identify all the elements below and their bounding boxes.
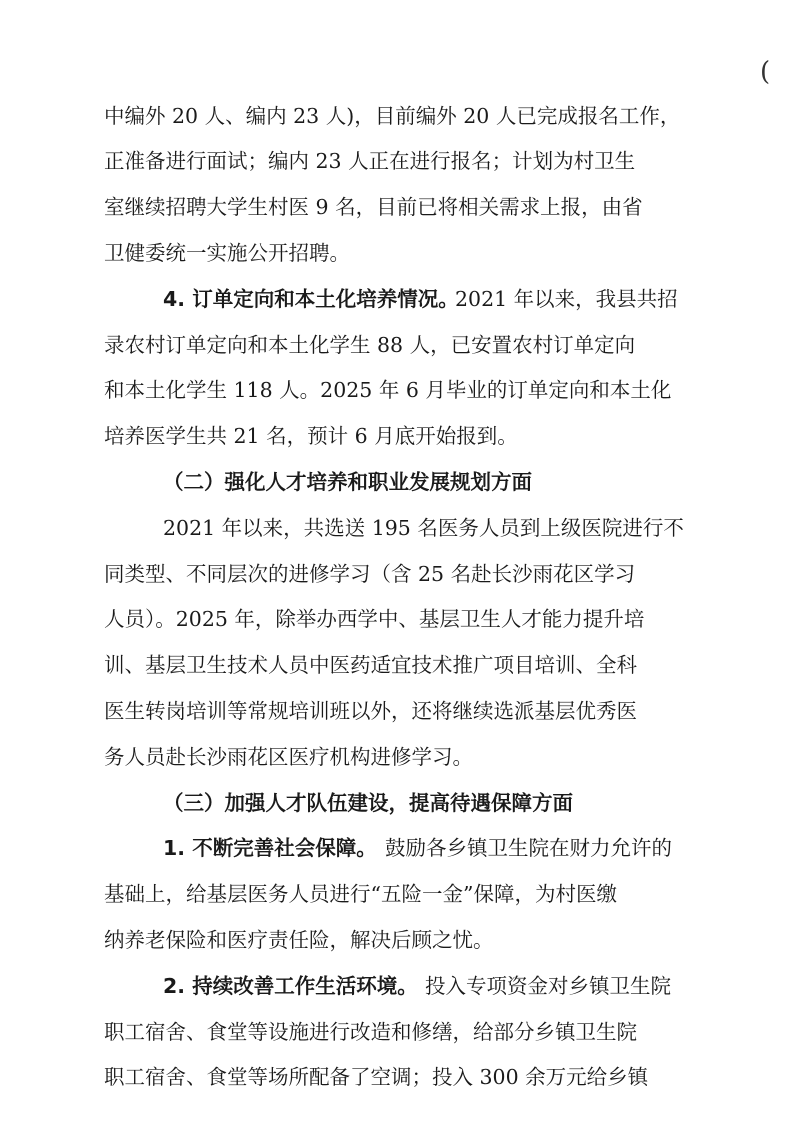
line-text: 医生转岗培训等常规培训班以外，还将继续选派基层优秀医 bbox=[104, 699, 637, 723]
line-text: 职工宿舍、食堂等场所配备了空调；投入 300 余万元给乡镇 bbox=[104, 1065, 649, 1089]
section-heading bbox=[0, 459, 793, 505]
text-line bbox=[0, 871, 793, 917]
text-line bbox=[0, 825, 793, 871]
text-line bbox=[0, 230, 793, 276]
line-text: 纳养老保险和医疗责任险，解决后顾之忧。 bbox=[104, 928, 494, 952]
line-text: 基础上，给基层医务人员进行“五险一金”保障，为村医缴 bbox=[104, 882, 617, 906]
text-line bbox=[0, 963, 793, 1009]
item-heading: 1. 不断完善社会保障。 bbox=[163, 836, 377, 860]
text-line bbox=[0, 505, 793, 551]
text-line bbox=[0, 184, 793, 230]
text-line bbox=[0, 93, 793, 139]
text-line bbox=[0, 138, 793, 184]
line-text: 卫健委统一实施公开招聘。 bbox=[104, 241, 350, 265]
line-text: 录农村订单定向和本土化学生 88 人，已安置农村订单定向 bbox=[104, 333, 636, 357]
text-line bbox=[0, 688, 793, 734]
line-text: 培养医学生共 21 名，预计 6 月底开始报到。 bbox=[104, 424, 518, 448]
text-line bbox=[0, 642, 793, 688]
line-text: 和本土化学生 118 人。2025 年 6 月毕业的订单定向和本土化 bbox=[104, 378, 672, 402]
text-line bbox=[0, 917, 793, 963]
text-line bbox=[0, 1054, 793, 1100]
text-line bbox=[0, 734, 793, 780]
line-text: 室继续招聘大学生村医 9 名，目前已将相关需求上报，由省 bbox=[104, 195, 643, 219]
text-line bbox=[0, 596, 793, 642]
line-text: 人员）。2025 年，除举办西学中、基层卫生人才能力提升培 bbox=[104, 607, 645, 631]
line-text: 2021 年以来，共选送 195 名医务人员到上级医院进行不 bbox=[163, 516, 684, 540]
section-heading-text: （三）加强人才队伍建设，提高待遇保障方面 bbox=[163, 791, 573, 815]
line-text: 同类型、不同层次的进修学习（含 25 名赴长沙雨花区学习 bbox=[104, 562, 636, 586]
line-text: 鼓励各乡镇卫生院在财力允许的 bbox=[385, 836, 672, 860]
line-text: 正准备进行面试；编内 23 人正在进行报名；计划为村卫生 bbox=[104, 149, 636, 173]
section-heading-text: （二）强化人才培养和职业发展规划方面 bbox=[163, 470, 532, 494]
text-line bbox=[0, 367, 793, 413]
line-text: 投入专项资金对乡镇卫生院 bbox=[425, 974, 671, 998]
text-line bbox=[0, 413, 793, 459]
line-text: 2021 年以来，我县共招 bbox=[455, 287, 678, 311]
line-text: 职工宿舍、食堂等设施进行改造和修缮，给部分乡镇卫生院 bbox=[104, 1020, 637, 1044]
text-line bbox=[0, 322, 793, 368]
section-heading bbox=[0, 780, 793, 826]
text-line bbox=[0, 276, 793, 322]
text-line bbox=[0, 1009, 793, 1055]
item-heading: 2. 持续改善工作生活环境。 bbox=[163, 974, 418, 998]
item-heading: 4. 订单定向和本土化培养情况。 bbox=[163, 287, 459, 311]
page-edge-mark: ( bbox=[760, 57, 771, 87]
line-text: 中编外 20 人、编内 23 人)，目前编外 20 人已完成报名工作， bbox=[104, 104, 681, 128]
text-line bbox=[0, 551, 793, 597]
line-text: 务人员赴长沙雨花区医疗机构进修学习。 bbox=[104, 745, 473, 769]
line-text: 训、基层卫生技术人员中医药适宜技术推广项目培训、全科 bbox=[104, 653, 637, 677]
